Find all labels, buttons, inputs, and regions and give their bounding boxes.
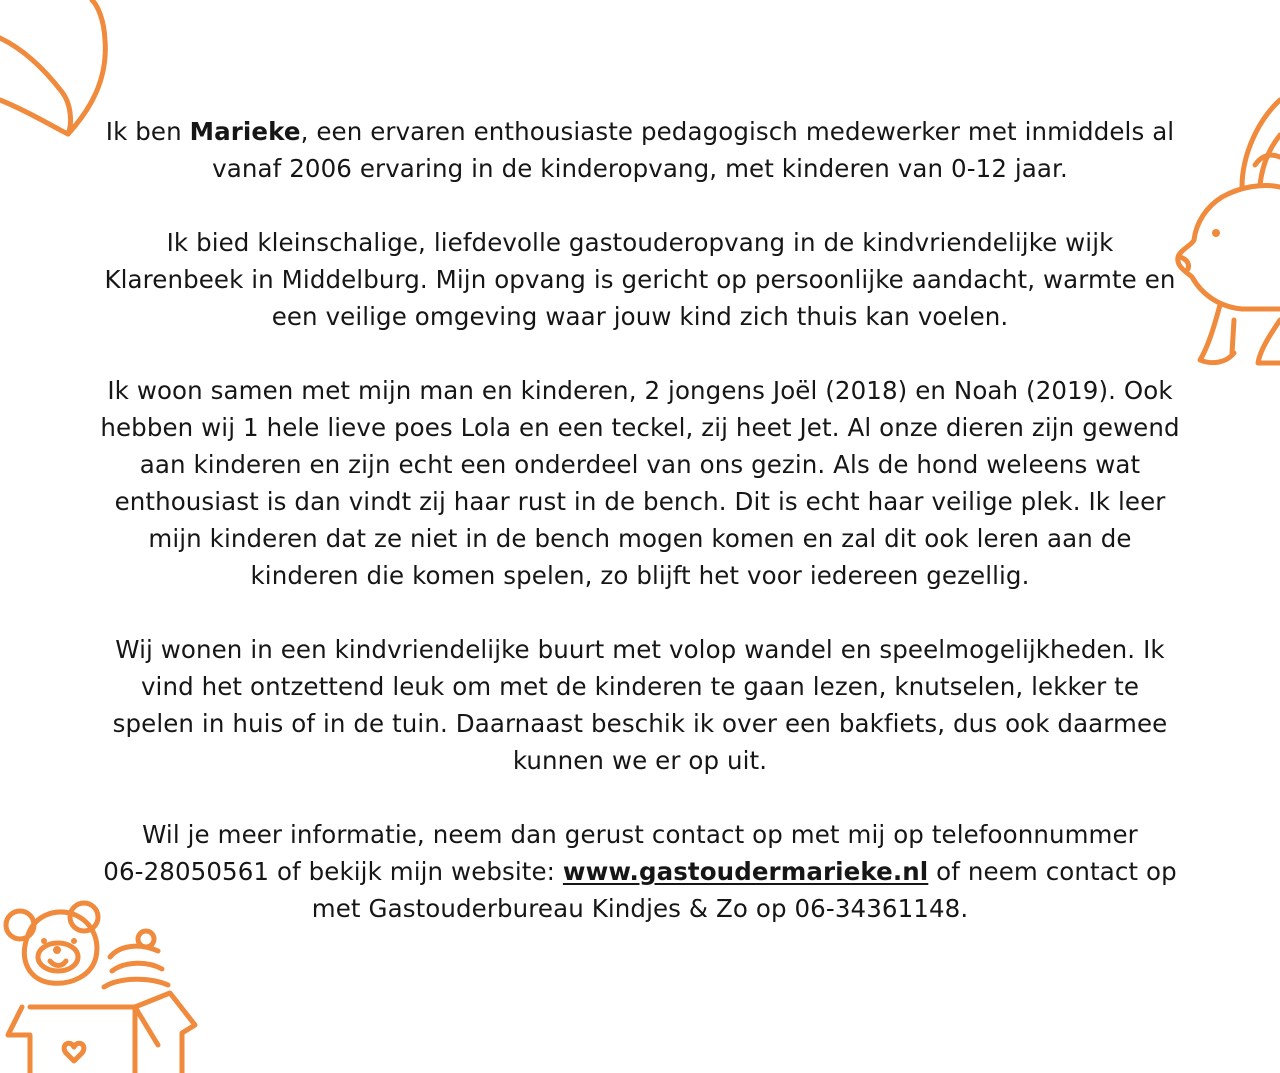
paragraph [100,816,1180,927]
text-line: enthousiast is dan vindt zij haar rust in de bench. Dit is echt haar veilige plek. Ik leer [114,487,1166,516]
text-line: kunnen we er op uit. [512,746,768,775]
text-line [100,113,1180,150]
paragraph [100,631,1180,779]
text-line: aan kinderen en zijn echt een onderdeel van ons gezin. Als de hond weleens wat [139,450,1141,479]
paragraph [100,372,1180,594]
text-line: spelen in huis of in de tuin. Daarnaast beschik ik over een bakfiets, dus ook daarmee [112,709,1168,738]
text-line: kinderen die komen spelen, zo blijft het voor iedereen gezellig. [250,561,1030,590]
text-line: vanaf 2006 ervaring in de kinderopvang, met kinderen van 0-12 jaar. [212,154,1068,183]
name-highlight: Marieke [189,117,301,146]
text-line: een veilige omgeving waar jouw kind zich thuis kan voelen. [271,302,1009,331]
text-segment: 06-28050561 of bekijk mijn website: [103,857,563,886]
intro-text [100,113,1180,927]
text-line: hebben wij 1 hele lieve poes Lola en een teckel, zij heet Jet. Al onze dieren zijn gewend [100,413,1180,442]
text-line: Wil je meer informatie, neem dan gerust contact op met mij op telefoonnummer [142,820,1138,849]
text-line: mijn kinderen dat ze niet in de bench mogen komen en zal dit ook leren aan de [148,524,1132,553]
text-line: Wij wonen in een kindvriendelijke buurt met volop wandel en speelmogelijkheden. Ik [115,635,1165,664]
paragraph [100,224,1180,335]
text-line: Ik bied kleinschalige, liefdevolle gastouderopvang in de kindvriendelijke wijk [166,228,1114,257]
text-segment: Ik ben [105,117,190,146]
text-segment: of neem contact op [928,857,1177,886]
bunny-icon [1170,95,1280,375]
text-line: Ik woon samen met mijn man en kinderen, 2 jongens Joël (2018) en Noah (2019). Ook [107,376,1173,405]
text-segment: , een ervaren enthousiaste pedagogisch medewerker met inmiddels al [300,117,1175,146]
text-line: Klarenbeek in Middelburg. Mijn opvang is gericht op persoonlijke aandacht, warmte en [104,265,1176,294]
text-line [100,853,1180,890]
paragraph [100,113,1180,187]
website-link[interactable]: www.gastoudermarieke.nl [562,857,929,886]
text-line: met Gastouderbureau Kindjes & Zo op 06-34361148. [311,894,969,923]
text-line: vind het ontzettend leuk om met de kinderen te gaan lezen, knutselen, lekker te [140,672,1140,701]
